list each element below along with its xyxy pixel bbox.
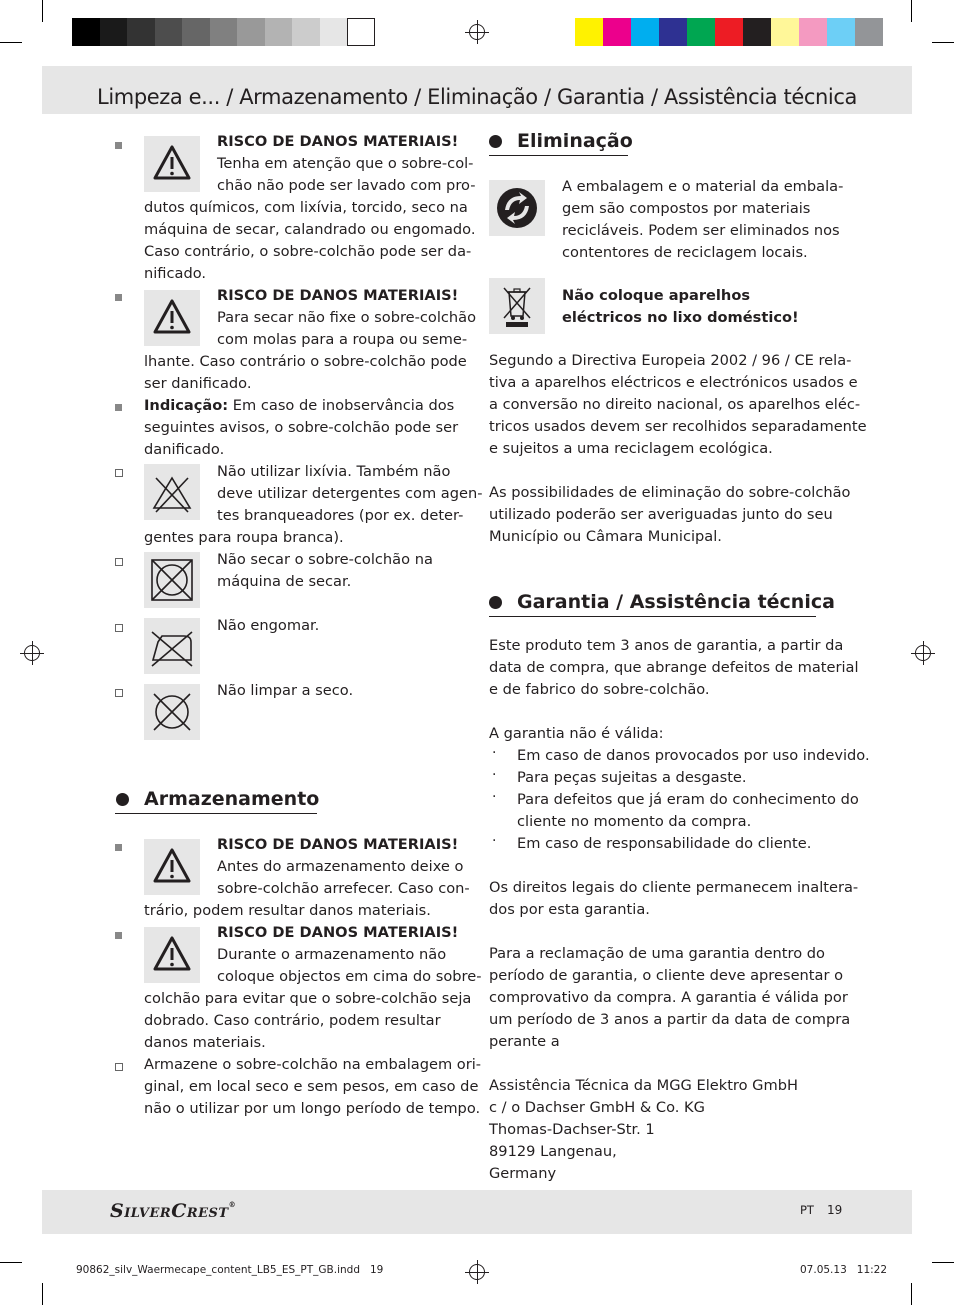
list-dot: · [492, 767, 497, 783]
recycle-text-line: contentores de reciclagem locais. [562, 244, 808, 261]
gray-swatch [292, 18, 320, 46]
warning-heading: RISCO DE DANOS MATERIAIS! [217, 133, 459, 150]
warning-text-line: Antes do armazenamento deixe o [217, 858, 464, 875]
warning-text-line: Para secar não fixe o sobre-colchão [217, 309, 477, 326]
color-swatch [687, 18, 715, 46]
warranty-para-line: período de garantia, o cliente deve apresentar o [489, 967, 844, 984]
warranty-para-line: Os direitos legais do cliente permanecem inaltera- [489, 879, 859, 896]
disposal-para-line: a conversão no direito nacional, os aparelhos eléc- [489, 396, 861, 413]
page-number: 19 [827, 1203, 843, 1217]
bullet-open [115, 469, 123, 477]
disposal-para-line: tiva a aparelhos eléctricos e electrónicos usados e [489, 374, 858, 391]
care-text: Não limpar a seco. [217, 682, 354, 699]
section-title-disposal: Eliminação [517, 130, 633, 152]
note-text-line: seguintes avisos, o sobre-colchão pode ser [144, 419, 459, 436]
list-dot: · [492, 789, 497, 805]
care-text-line: gentes para roupa branca). [144, 529, 344, 546]
warning-text-line: ser danificado. [144, 375, 252, 392]
bullet-open [115, 689, 123, 697]
crop-mark [932, 42, 954, 43]
warning-icon [144, 927, 200, 983]
gray-swatch [182, 18, 210, 46]
disposal-para-line: As possibilidades de eliminação do sobre-colchão [489, 484, 851, 501]
crop-mark [42, 0, 43, 22]
warranty-invalid-item: Em caso de danos provocados por uso indevido. [517, 747, 870, 764]
brand-logo-text: SilverCrest [110, 1200, 229, 1222]
recycle-text-line: A embalagem e o material da embala- [562, 178, 844, 195]
section-bullet [489, 596, 502, 609]
address-line: 89129 Langenau, [489, 1143, 617, 1160]
warning-text-line: máquina de secar, calandrado ou engomado. [144, 221, 476, 238]
green-dot-recycle-icon [489, 180, 545, 236]
brand-logo: SilverCrest® [110, 1200, 237, 1222]
warning-text-line: com molas para a roupa ou seme- [217, 331, 468, 348]
recycle-text-line: recicláveis. Podem ser eliminados nos [562, 222, 840, 239]
weee-crossed-bin-icon [489, 278, 545, 334]
footer-band [42, 1190, 912, 1234]
warning-text-line: lhante. Caso contrário o sobre-colchão pode [144, 353, 467, 370]
gray-swatch [127, 18, 155, 46]
warranty-para-line: data de compra, que abrange defeitos de material [489, 659, 859, 676]
page-title: Limpeza e... / Armazenamento / Eliminação / Garantia / Assistência técnica [97, 85, 857, 109]
bullet-open [115, 624, 123, 632]
weee-text-line: eléctricos no lixo doméstico! [562, 309, 799, 326]
color-swatch [827, 18, 855, 46]
care-text-line: Não secar o sobre-colchão na [217, 551, 433, 568]
bullet-open [115, 1063, 123, 1071]
no-ironing-icon [144, 618, 200, 674]
color-swatch [715, 18, 743, 46]
warning-text-line: dobrado. Caso contrário, podem resultar [144, 1012, 441, 1029]
weee-text-line: Não coloque aparelhos [562, 287, 751, 304]
disposal-para-line: Município ou Câmara Municipal. [489, 528, 722, 545]
color-swatch [575, 18, 603, 46]
color-swatch [659, 18, 687, 46]
care-text-line: máquina de secar. [217, 573, 352, 590]
warning-text-line: colchão para evitar que o sobre-colchão seja [144, 990, 472, 1007]
address-line: Assistência Técnica da MGG Elektro GmbH [489, 1077, 798, 1094]
storage-text-line: não o utilizar por um longo período de tempo. [144, 1100, 481, 1117]
section-title-warranty: Garantia / Assistência técnica [517, 591, 835, 613]
address-line: Germany [489, 1165, 557, 1182]
warning-icon [144, 839, 200, 895]
bullet [115, 294, 122, 301]
warning-text-line: Caso contrário, o sobre-colchão pode ser da- [144, 243, 472, 260]
warranty-para-line: Este produto tem 3 anos de garantia, a partir da [489, 637, 844, 654]
address-line: Thomas-Dachser-Str. 1 [489, 1121, 655, 1138]
color-swatch [631, 18, 659, 46]
gray-swatch [100, 18, 128, 46]
color-swatch [771, 18, 799, 46]
warranty-para-line: um período de 3 anos a partir da data de compra [489, 1011, 851, 1028]
section-title-storage: Armazenamento [144, 788, 320, 810]
gray-swatch [347, 18, 375, 46]
list-dot: · [492, 833, 497, 849]
no-tumble-dry-icon [144, 552, 200, 608]
warranty-para-line: Para a reclamação de uma garantia dentro do [489, 945, 825, 962]
storage-text-line: ginal, em local seco e sem pesos, em caso de [144, 1078, 479, 1095]
warranty-invalid-item: Para defeitos que já eram do conhecimento do [517, 791, 859, 808]
disposal-para-line: Segundo a Directiva Europeia 2002 / 96 / CE rela- [489, 352, 852, 369]
warning-text-line: chão não pode ser lavado com pro- [217, 177, 476, 194]
section-rule [115, 813, 317, 814]
gray-swatch [237, 18, 265, 46]
warning-text-line: trário, podem resultar danos materiais. [144, 902, 431, 919]
bullet [115, 844, 122, 851]
registration-mark-icon [24, 645, 40, 661]
crop-mark [911, 1283, 912, 1305]
list-dot: · [492, 745, 497, 761]
note-first-line: Em caso de inobservância dos [228, 397, 455, 414]
bullet [115, 932, 122, 939]
warning-text-line: Durante o armazenamento não [217, 946, 447, 963]
gray-swatch [265, 18, 293, 46]
warranty-invalid-item: cliente no momento da compra. [517, 813, 752, 830]
warning-text-line: danos materiais. [144, 1034, 266, 1051]
warning-text-line: sobre-colchão arrefecer. Caso con- [217, 880, 470, 897]
storage-text-line: Armazene o sobre-colchão na embalagem ori- [144, 1056, 482, 1073]
disposal-para-line: tricos usados devem ser recolhidos separadamente [489, 418, 867, 435]
registration-mark-icon [469, 24, 485, 40]
care-text-line: deve utilizar detergentes com agen- [217, 485, 483, 502]
warranty-para-line: perante a [489, 1033, 560, 1050]
color-swatch [855, 18, 883, 46]
slug-file-info: 90862_silv_Waermecape_content_LB5_ES_PT_GB.indd 19 [76, 1264, 384, 1276]
gray-swatch [72, 18, 100, 46]
warning-heading: RISCO DE DANOS MATERIAIS! [217, 924, 459, 941]
bullet [115, 142, 122, 149]
disposal-para-line: e sujeitos a uma reciclagem ecológica. [489, 440, 773, 457]
warning-heading: RISCO DE DANOS MATERIAIS! [217, 836, 459, 853]
registration-mark-icon [469, 1264, 485, 1280]
gray-swatch [210, 18, 238, 46]
section-bullet [116, 793, 129, 806]
color-swatch [799, 18, 827, 46]
crop-mark [911, 0, 912, 22]
care-text-line: tes branqueadores (por ex. deter- [217, 507, 464, 524]
gray-swatch [155, 18, 183, 46]
warranty-para-line: e de fabrico do sobre-colchão. [489, 681, 710, 698]
care-text-line: Não utilizar lixívia. Também não [217, 463, 451, 480]
no-dry-cleaning-icon [144, 684, 200, 740]
section-bullet [489, 135, 502, 148]
warning-icon [144, 136, 200, 192]
note-text [144, 395, 454, 417]
language-code: PT [800, 1203, 814, 1217]
recycle-text-line: gem são compostos por materiais [562, 200, 811, 217]
warning-text-line: Tenha em atenção que o sobre-col- [217, 155, 474, 172]
warning-text-line: nificado. [144, 265, 207, 282]
section-rule [489, 616, 816, 617]
disposal-para-line: utilizado poderão ser averiguadas junto do seu [489, 506, 833, 523]
no-bleach-icon [144, 464, 200, 520]
color-swatch [743, 18, 771, 46]
slug-date-info: 07.05.13 11:22 [800, 1264, 888, 1276]
header-band [42, 66, 912, 114]
crop-mark [0, 1262, 22, 1263]
warning-text-line: dutos químicos, com lixívia, torcido, seco na [144, 199, 468, 216]
warning-heading: RISCO DE DANOS MATERIAIS! [217, 287, 459, 304]
crop-mark [42, 1283, 43, 1305]
warranty-invalid-item: Para peças sujeitas a desgaste. [517, 769, 747, 786]
registration-mark-icon [915, 645, 931, 661]
note-label: Indicação: [144, 397, 229, 414]
bullet [115, 404, 122, 411]
warning-icon [144, 290, 200, 346]
note-text-line: danificado. [144, 441, 225, 458]
warranty-invalid-intro: A garantia não é válida: [489, 725, 664, 742]
warning-text-line: coloque objectos em cima do sobre- [217, 968, 482, 985]
section-rule [489, 155, 628, 156]
care-text: Não engomar. [217, 617, 320, 634]
crop-mark [932, 1262, 954, 1263]
color-swatch [603, 18, 631, 46]
warranty-invalid-item: Em caso de responsabilidade do cliente. [517, 835, 812, 852]
address-line: c / o Dachser GmbH & Co. KG [489, 1099, 705, 1116]
bullet-open [115, 558, 123, 566]
warranty-para-line: comprovativo da compra. A garantia é válida por [489, 989, 848, 1006]
crop-mark [0, 42, 22, 43]
gray-swatch [320, 18, 348, 46]
warranty-para-line: dos por esta garantia. [489, 901, 650, 918]
